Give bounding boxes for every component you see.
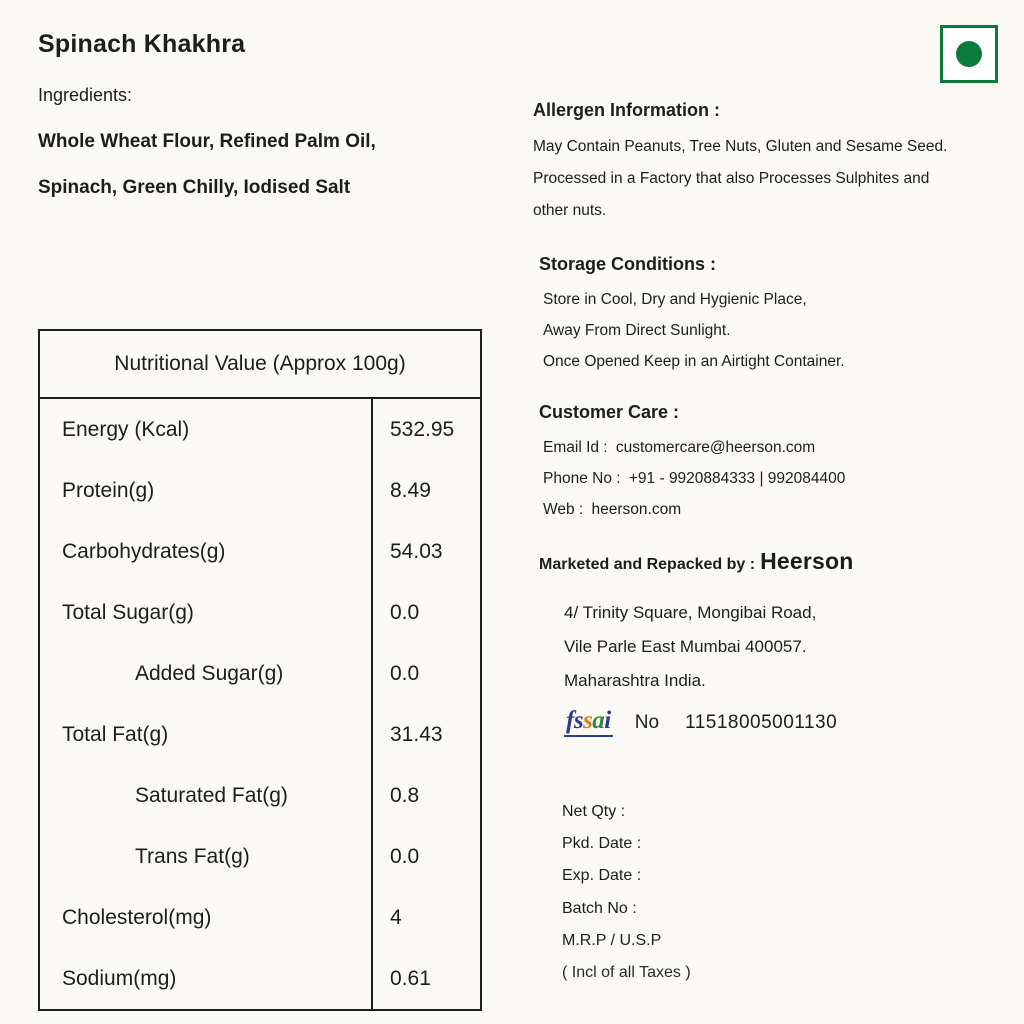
fssai-logo-icon: fssai (564, 708, 613, 737)
exp-date-label: Exp. Date : (562, 867, 642, 885)
table-cell-value: 0.0 (390, 661, 420, 685)
allergen-section (533, 100, 1023, 229)
storage-line-2: Away From Direct Sunlight. (543, 322, 731, 340)
address-line-1: 4/ Trinity Square, Mongibai Road, (564, 603, 817, 622)
nutrition-table-header: Nutritional Value (Approx 100g) (40, 331, 480, 399)
fssai-row (564, 708, 837, 737)
email-value[interactable]: customercare@heerson.com (615, 439, 816, 456)
address-line-3: Maharashtra India. (564, 671, 706, 691)
customer-care-heading: Customer Care : (539, 402, 680, 422)
table-cell-value: 0.0 (390, 844, 420, 868)
web-label: Web : (543, 501, 584, 519)
table-cell-value: 8.49 (390, 478, 431, 502)
marketed-by-label: Marketed and Repacked by : (539, 556, 756, 573)
allergen-line-2: Processed in a Factory that also Processes Sulphites and (533, 170, 930, 188)
table-row: Sodium(mg) (62, 966, 177, 990)
table-row: Cholesterol(mg) (62, 905, 212, 929)
mrp-label: M.R.P / U.S.P (562, 931, 662, 949)
allergen-line-3: other nuts. (533, 202, 607, 220)
storage-heading: Storage Conditions : (539, 254, 716, 274)
table-row: Saturated Fat(g) (135, 783, 288, 807)
fssai-no-label: No (634, 711, 660, 733)
table-row: Carbohydrates(g) (62, 539, 226, 563)
table-cell-value: 0.8 (390, 783, 420, 807)
table-cell-value: 0.61 (390, 966, 431, 990)
storage-line-3: Once Opened Keep in an Airtight Container. (543, 353, 845, 371)
table-cell-value: 0.0 (390, 600, 420, 624)
customer-care-section (539, 402, 1019, 527)
allergen-heading: Allergen Information : (533, 100, 721, 120)
marketed-by-row (539, 548, 1019, 575)
allergen-line-1: May Contain Peanuts, Tree Nuts, Gluten and Sesame Seed. (533, 138, 948, 155)
pack-fields-block (562, 798, 1022, 991)
phone-label: Phone No : (543, 470, 621, 488)
table-row: Energy (Kcal) (62, 417, 190, 441)
email-label: Email Id : (543, 439, 608, 456)
table-cell-value: 54.03 (390, 539, 443, 563)
customer-care-web-row (543, 496, 1019, 523)
page-title: Spinach Khakhra (38, 30, 246, 58)
right-column (520, 0, 1024, 1024)
address-block (539, 598, 1019, 701)
left-column (0, 0, 510, 1024)
table-row: Added Sugar(g) (135, 661, 284, 685)
customer-care-phone-row (543, 465, 1019, 492)
batch-no-label: Batch No : (562, 899, 637, 917)
table-row: Trans Fat(g) (135, 844, 250, 868)
nutrition-table (38, 329, 482, 1011)
nutrition-table-body (40, 399, 480, 1009)
table-cell-value: 532.95 (390, 417, 455, 441)
pkd-date-label: Pkd. Date : (562, 835, 642, 853)
table-row: Protein(g) (62, 478, 155, 502)
ingredients-line-1: Whole Wheat Flour, Refined Palm Oil, (38, 131, 376, 152)
storage-line-1: Store in Cool, Dry and Hygienic Place, (543, 291, 807, 308)
ingredients-line-2: Spinach, Green Chilly, Iodised Salt (38, 177, 351, 198)
fssai-license-number: 11518005001130 (685, 711, 838, 733)
nutrition-names-column (40, 399, 373, 1009)
table-row: Total Sugar(g) (62, 600, 194, 624)
customer-care-email-row (543, 434, 1019, 461)
table-cell-value: 31.43 (390, 722, 443, 746)
table-cell-value: 4 (390, 905, 402, 929)
net-qty-label: Net Qty : (562, 803, 626, 820)
storage-section (539, 254, 1019, 379)
brand-name: Heerson (760, 548, 854, 574)
nutrition-values-column (373, 399, 480, 1009)
web-value[interactable]: heerson.com (591, 501, 682, 519)
ingredients-label: Ingredients: (38, 85, 133, 105)
table-row: Total Fat(g) (62, 722, 169, 746)
address-line-2: Vile Parle East Mumbai 400057. (564, 637, 807, 657)
phone-value[interactable]: +91 - 9920884333 | 992084400 (628, 470, 846, 488)
tax-note: ( Incl of all Taxes ) (562, 963, 691, 981)
